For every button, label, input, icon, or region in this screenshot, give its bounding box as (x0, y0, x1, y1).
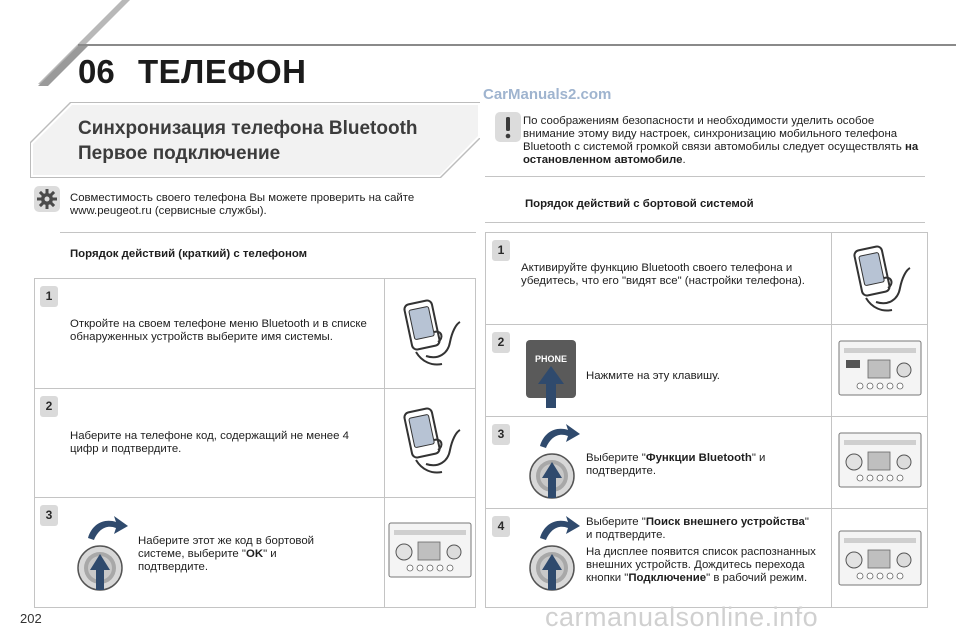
chapter-title: ТЕЛЕФОН (138, 53, 307, 90)
warning-divider (485, 176, 925, 177)
right-step-1-text: Активируйте функцию Bluetooth своего телефона и убедитесь, что его "видят все" (настройки телефона). (521, 262, 805, 287)
header-rule (78, 44, 956, 46)
press-arrow-icon (538, 366, 564, 408)
right-step-1-badge: 1 (492, 240, 510, 261)
left-step-divider-2 (34, 497, 476, 498)
phone-key-label: PHONE (534, 354, 567, 364)
left-step-1-badge: 1 (40, 286, 58, 307)
left-step-2-text: Наберите на телефоне код, содержащий не менее 4 цифр и подтвердите. (70, 430, 349, 455)
chapter-number: 06 (78, 53, 115, 90)
gear-tip-icon (34, 186, 60, 212)
right-step-2-badge: 2 (492, 332, 510, 353)
section-title-background (30, 102, 480, 178)
radio-unit-icon (838, 340, 922, 396)
right-step-divider-3 (485, 508, 928, 509)
warning-text: По соображениям безопасности и необходимости уделить особое внимание этому виду настроек, синхронизацию мобильного телефона Bluetooth с системой громкой связи автомобилы следует осуществлять на остановленном автомобиле. (523, 115, 919, 166)
phone-hand-icon (848, 242, 912, 314)
rotary-knob-icon (522, 512, 584, 592)
rotary-knob-icon (70, 512, 132, 592)
right-step-4-text-2: На дисплее появится список распознанных внешних устройств. Дождитесь перехода кнопки "Подключение" в рабочий режим. (586, 546, 816, 584)
left-step-divider-1 (34, 388, 476, 389)
right-step-divider-1 (485, 324, 928, 325)
warning-icon (495, 112, 521, 142)
tip-text: Совместимость своего телефона Вы можете проверить на сайте www.peugeot.ru (сервисные службы). (70, 192, 415, 217)
radio-unit-icon (388, 522, 472, 578)
rotary-knob-icon (522, 420, 584, 500)
left-step-1-text: Откройте на своем телефоне меню Bluetooth и в списке обнаруженных устройств выберите имя системы. (70, 318, 367, 343)
right-step-3-text: Выберите "Функции Bluetooth" и подтвердите. (586, 452, 766, 477)
section-title: Синхронизация телефона Bluetooth (78, 118, 418, 139)
top-watermark: CarManuals2.com (483, 86, 612, 103)
footer-watermark: carmanualsonline.info (545, 602, 819, 632)
right-panel-heading: Порядок действий с бортовой системой (525, 198, 754, 210)
right-image-column-divider (831, 232, 832, 608)
section-subtitle: Первое подключение (78, 143, 281, 164)
right-step-divider-2 (485, 416, 928, 417)
right-step-2-text: Нажмите на эту клавишу. (586, 370, 720, 382)
page-number: 202 (20, 611, 42, 626)
left-image-column-divider (384, 278, 385, 608)
right-step-4-text: Выберите "Поиск внешнего устройства" и подтвердите. (586, 516, 809, 541)
left-step-3-badge: 3 (40, 505, 58, 526)
phone-hand-icon (398, 404, 462, 476)
left-panel-heading: Порядок действий (краткий) с телефоном (70, 248, 308, 260)
right-step-4-badge: 4 (492, 516, 510, 537)
radio-unit-icon (838, 530, 922, 586)
right-heading-rule (485, 222, 925, 223)
radio-unit-icon (838, 432, 922, 488)
left-step-3-text: Наберите этот же код в бортовой системе, выберите "OK" и подтвердите. (138, 535, 315, 573)
right-step-3-badge: 3 (492, 424, 510, 445)
left-step-2-badge: 2 (40, 396, 58, 417)
phone-hand-icon (398, 296, 462, 368)
left-heading-rule (60, 232, 476, 233)
